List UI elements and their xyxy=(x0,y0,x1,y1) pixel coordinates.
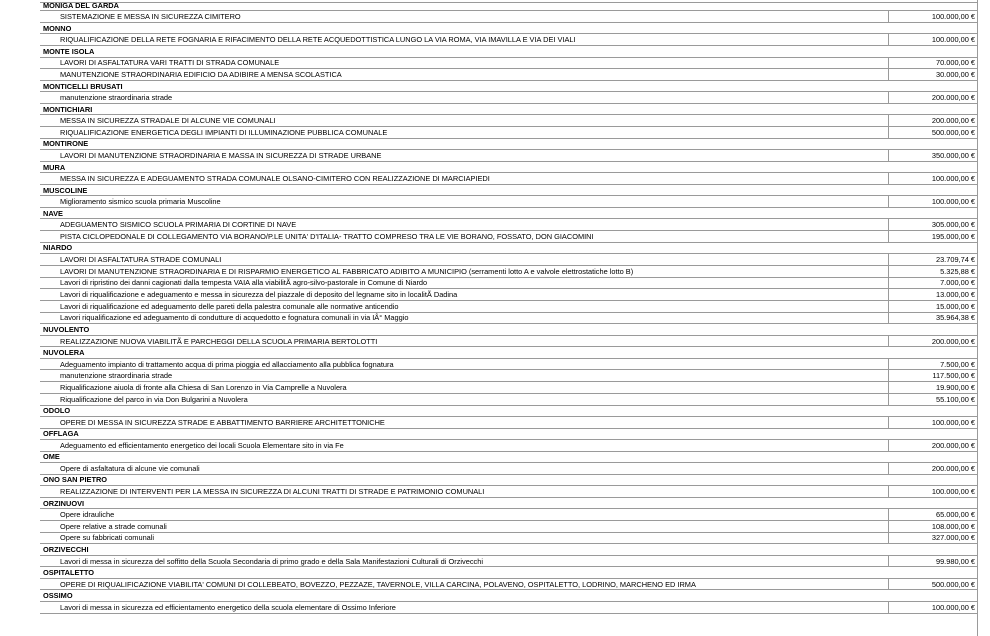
project-amount: 108.000,00 € xyxy=(931,521,975,531)
municipality-name: MURA xyxy=(43,162,66,172)
municipality-row xyxy=(40,347,978,358)
project-row xyxy=(40,150,978,162)
project-description: Lavori di ripristino dei danni cagionati dalla tempesta VAIA alla viabilitÃ agro-silvo-pastorale in Comune di Niardo xyxy=(60,278,428,288)
project-row xyxy=(40,196,978,208)
project-row xyxy=(40,382,978,394)
municipality-row xyxy=(40,452,978,463)
project-description: Opere di asfaltatura di alcune vie comunali xyxy=(60,463,200,473)
project-description: Opere su fabbricati comunali xyxy=(60,533,155,543)
project-amount: 55.100,00 € xyxy=(935,394,975,404)
municipality-name: OSPITALETTO xyxy=(43,568,95,578)
municipality-name: ORZINUOVI xyxy=(43,498,85,508)
project-amount: 99.980,00 € xyxy=(935,556,975,566)
municipality-name: MONNO xyxy=(43,23,72,33)
project-amount: 100.000,00 € xyxy=(931,174,975,184)
project-row xyxy=(40,556,978,568)
project-description: MESSA IN SICUREZZA STRADALE DI ALCUNE VIE COMUNALI xyxy=(60,116,276,126)
project-row xyxy=(40,370,978,382)
project-description: LAVORI DI ASFALTATURA VARI TRATTI DI STRADA COMUNALE xyxy=(60,58,280,68)
project-description: SISTEMAZIONE E MESSA IN SICUREZZA CIMITERO xyxy=(60,12,241,22)
municipality-row xyxy=(40,46,978,57)
municipality-row xyxy=(40,81,978,92)
project-description: Riqualificazione aiuola di fronte alla Chiesa di San Lorenzo in Via Camprelle a Nuvolera xyxy=(60,382,347,392)
project-amount: 7.500,00 € xyxy=(940,359,975,369)
project-description: Lavori riqualificazione ed adeguamento di condutture di acquedotto e fognatura comunali in via IÂ° Maggio xyxy=(60,313,409,323)
project-description: Opere relative a strade comunali xyxy=(60,521,167,531)
project-description: Lavori di messa in sicurezza ed efficientamento energetico della scuola elementare di Ossimo Inferiore xyxy=(60,602,396,612)
municipality-row xyxy=(40,243,978,254)
municipality-name: MONIGA DEL GARDA xyxy=(43,0,119,10)
project-description: PISTA CICLOPEDONALE DI COLLEGAMENTO VIA BORANO/P.LE UNITA' D'ITALIA- TRATTO COMPRESO TRA LE VIE BORANO, FOSSATO, DON GIACOMINI xyxy=(60,231,594,241)
municipality-name: ONO SAN PIETRO xyxy=(43,475,108,485)
project-description: Riqualificazione del parco in via Don Bulgarini a Nuvolera xyxy=(60,394,248,404)
project-row xyxy=(40,509,978,521)
funding-table xyxy=(40,0,978,614)
project-amount: 23.709,74 € xyxy=(935,255,975,264)
project-row xyxy=(40,278,978,290)
project-row xyxy=(40,289,978,301)
project-description: LAVORI DI MANUTENZIONE STRAORDINARIA E DI RISPARMIO ENERGETICO AL FABBRICATO ADIBITO A MUNICIPIO (serramenti lotto A e valvole elettrostatiche lotto B) xyxy=(60,266,634,276)
project-amount: 327.000,00 € xyxy=(931,533,975,543)
project-amount: 200.000,00 € xyxy=(931,440,975,450)
project-amount: 35.964,38 € xyxy=(935,313,975,323)
project-description: OPERE DI MESSA IN SICUREZZA STRADE E ABBATTIMENTO BARRIERE ARCHITETTONICHE xyxy=(60,417,385,427)
project-description: Miglioramento sismico scuola primaria Muscoline xyxy=(60,197,221,207)
project-amount: 70.000,00 € xyxy=(935,58,975,68)
municipality-row xyxy=(40,406,978,417)
project-row xyxy=(40,313,978,325)
project-amount: 30.000,00 € xyxy=(935,70,975,80)
project-row xyxy=(40,521,978,533)
project-description: Adeguamento ed efficientamento energetico dei locali Scuola Elementare sito in via Fe xyxy=(60,440,344,450)
municipality-name: MONTICHIARI xyxy=(43,104,93,114)
project-row xyxy=(40,579,978,591)
project-row xyxy=(40,173,978,185)
project-description: MANUTENZIONE STRAORDINARIA EDIFICIO DA ADIBIRE A MENSA SCOLASTICA xyxy=(60,70,342,80)
project-amount: 100.000,00 € xyxy=(931,602,975,612)
project-amount: 7.000,00 € xyxy=(940,278,975,288)
municipality-name: MUSCOLINE xyxy=(43,185,88,195)
municipality-row xyxy=(40,429,978,440)
municipality-name: MONTICELLI BRUSATI xyxy=(43,81,123,91)
municipality-name: ODOLO xyxy=(43,406,71,416)
project-amount: 65.000,00 € xyxy=(935,510,975,520)
municipality-row xyxy=(40,185,978,196)
municipality-name: OME xyxy=(43,452,60,462)
project-row xyxy=(40,417,978,429)
project-row xyxy=(40,266,978,278)
project-row xyxy=(40,69,978,81)
project-amount: 100.000,00 € xyxy=(931,197,975,207)
project-amount: 500.000,00 € xyxy=(931,579,975,589)
project-description: Lavori di riqualificazione e adeguamento e messa in sicurezza del piazzale di deposito del legname sito in localitÃ Dadina xyxy=(60,290,458,300)
project-description: RIQUALIFICAZIONE ENERGETICA DEGLI IMPIANTI DI ILLUMINAZIONE PUBBLICA COMUNALE xyxy=(60,127,388,137)
municipality-row xyxy=(40,104,978,115)
project-row xyxy=(40,11,978,23)
project-row xyxy=(40,219,978,231)
municipality-name: OFFLAGA xyxy=(43,429,79,439)
project-row xyxy=(40,231,978,243)
municipality-row xyxy=(40,498,978,509)
municipality-name: OSSIMO xyxy=(43,591,73,601)
project-row xyxy=(40,463,978,475)
project-row xyxy=(40,533,978,545)
municipality-name: MONTE ISOLA xyxy=(43,46,95,56)
project-row xyxy=(40,602,978,614)
project-row xyxy=(40,127,978,139)
project-amount: 100.000,00 € xyxy=(931,35,975,45)
municipality-row xyxy=(40,324,978,335)
project-row xyxy=(40,440,978,452)
project-description: REALIZZAZIONE NUOVA VIABILITÃ E PARCHEGGI DELLA SCUOLA PRIMARIA BERTOLOTTI xyxy=(60,336,378,346)
project-amount: 200.000,00 € xyxy=(931,336,975,346)
municipality-name: NUVOLERA xyxy=(43,348,85,358)
project-amount: 100.000,00 € xyxy=(931,12,975,22)
project-row xyxy=(40,34,978,46)
project-description: Lavori di riqualificazione ed adeguamento delle pareti della palestra comunale alle normative anticendio xyxy=(60,301,399,311)
municipality-row xyxy=(40,590,978,601)
project-amount: 13.000,00 € xyxy=(935,290,975,300)
municipality-name: NIARDO xyxy=(43,243,73,253)
project-amount: 200.000,00 € xyxy=(931,116,975,126)
municipality-name: ORZIVECCHI xyxy=(43,544,89,554)
project-amount: 195.000,00 € xyxy=(931,231,975,241)
project-row xyxy=(40,486,978,498)
project-description: manutenzione straordinaria strade xyxy=(60,371,173,381)
project-description: Opere idrauliche xyxy=(60,510,115,520)
project-amount: 350.000,00 € xyxy=(931,151,975,160)
municipality-row xyxy=(40,567,978,578)
municipality-row xyxy=(40,139,978,150)
municipality-name: MONTIRONE xyxy=(43,139,89,149)
project-row xyxy=(40,394,978,406)
municipality-name: NAVE xyxy=(43,208,63,218)
project-amount: 117.500,00 € xyxy=(932,371,975,381)
project-description: MESSA IN SICUREZZA E ADEGUAMENTO STRADA COMUNALE OLSANO-CIMITERO CON REALIZZAZIONE DI MARCIAPIEDI xyxy=(60,174,490,184)
project-description: Lavori di messa in sicurezza del soffitto della Scuola Secondaria di primo grado e della Sala Manifestazioni Culturali di Orzivecchi xyxy=(60,556,483,566)
project-amount: 305.000,00 € xyxy=(931,220,975,230)
project-row xyxy=(40,58,978,70)
project-description: REALIZZAZIONE DI INTERVENTI PER LA MESSA IN SICUREZZA DI ALCUNI TRATTI DI STRADE E PATRIMONIO COMUNALI xyxy=(60,486,485,496)
project-description: ADEGUAMENTO SISMICO SCUOLA PRIMARIA DI CORTINE DI NAVE xyxy=(60,220,297,230)
project-description: LAVORI DI MANUTENZIONE STRAORDINARIA E MASSA IN SICUREZZA DI STRADE URBANE xyxy=(60,151,382,160)
project-description: OPERE DI RIQUALIFICAZIONE VIABILITA' COMUNI DI COLLEBEATO, BOVEZZO, PEZZAZE, TAVERNOLE, VILLA CARCINA, POLAVENO, OSPITALETTO, LODRINO, MARCHENO ED IRMA xyxy=(60,579,696,589)
project-row xyxy=(40,301,978,313)
municipality-row xyxy=(40,0,978,11)
project-amount: 100.000,00 € xyxy=(931,417,975,427)
project-row xyxy=(40,336,978,348)
project-description: LAVORI DI ASFALTATURA STRADE COMUNALI xyxy=(60,255,222,264)
project-row xyxy=(40,254,978,266)
municipality-row xyxy=(40,475,978,486)
municipality-row xyxy=(40,544,978,555)
project-description: manutenzione straordinaria strade xyxy=(60,93,173,103)
project-amount: 200.000,00 € xyxy=(931,93,975,103)
project-description: RIQUALIFICAZIONE DELLA RETE FOGNARIA E RIFACIMENTO DELLA RETE ACQUEDOTTISTICA LUNGO LA VIA ROMA, VIA IMAVILLA E VIA DEI VIALI xyxy=(60,35,576,45)
project-amount: 500.000,00 € xyxy=(931,127,975,137)
project-description: Adeguamento impianto di trattamento acqua di prima pioggia ed allacciamento alla pubblica fognatura xyxy=(60,359,394,369)
project-amount: 100.000,00 € xyxy=(931,486,975,496)
municipality-row xyxy=(40,208,978,219)
project-amount: 19.900,00 € xyxy=(935,382,975,392)
municipality-row xyxy=(40,162,978,173)
project-amount: 15.000,00 € xyxy=(935,301,975,311)
project-row xyxy=(40,115,978,127)
municipality-name: NUVOLENTO xyxy=(43,324,90,334)
project-amount: 200.000,00 € xyxy=(931,463,975,473)
project-amount: 5.325,88 € xyxy=(940,266,975,276)
municipality-row xyxy=(40,23,978,34)
project-row xyxy=(40,92,978,104)
project-row xyxy=(40,359,978,371)
